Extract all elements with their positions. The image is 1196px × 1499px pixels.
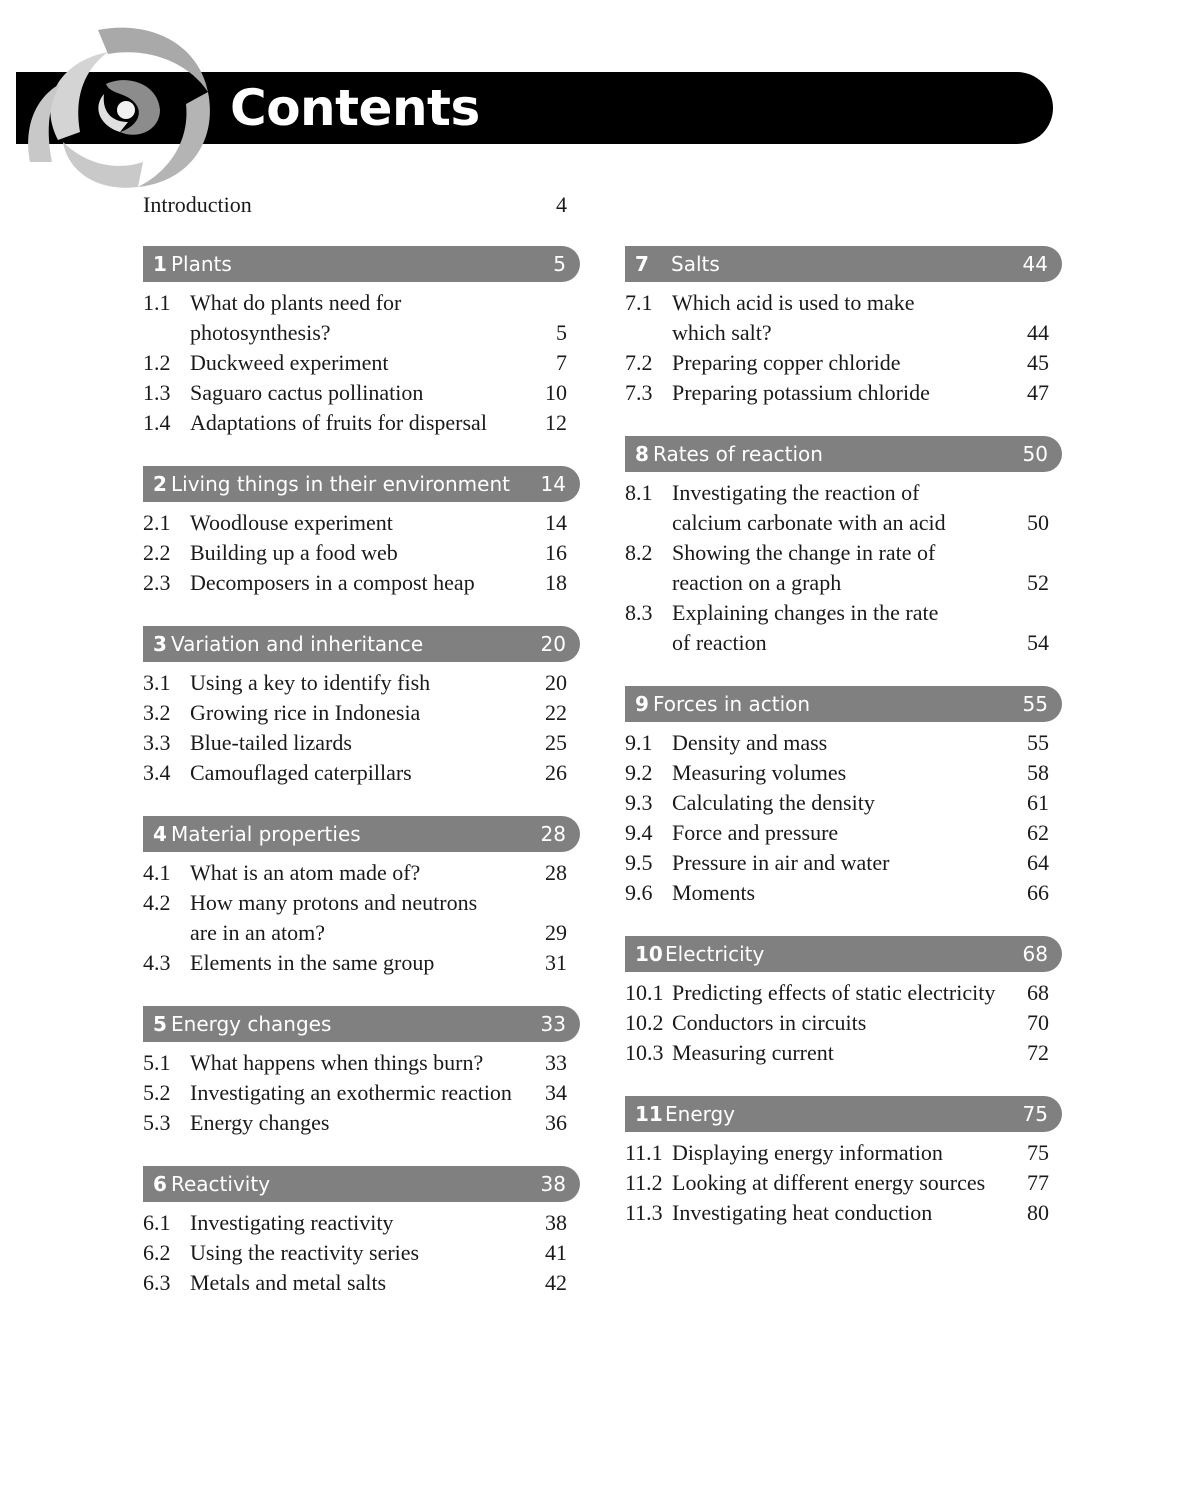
entry-page: 33 [545,1050,567,1075]
toc-entry[interactable] [143,1078,580,1108]
entry-title [190,668,536,698]
chapter-page: 55 [1022,692,1048,716]
entry-title [672,478,1018,538]
entry-title [672,598,1018,658]
entry-number: 8.2 [625,540,653,565]
chapter-number: 1 [153,252,167,276]
entry-number: 5.2 [143,1080,171,1105]
chapter-number: 3 [153,632,167,656]
entry-title-line: Which acid is used to make [672,290,915,315]
swirl-logo-icon [18,22,228,192]
chapter-title: Salts [671,252,720,276]
section-list [143,858,580,978]
entry-number: 6.1 [143,1210,171,1235]
entry-number: 2.3 [143,570,171,595]
entry-number: 9.5 [625,850,653,875]
entry-page: 66 [1027,880,1049,905]
entry-page: 54 [1027,630,1049,655]
entry-title-line: Investigating heat conduction [672,1200,933,1225]
toc-entry[interactable] [625,878,1062,908]
entry-number: 1.2 [143,350,171,375]
chapter-number: 8 [635,442,649,466]
entry-number: 3.1 [143,670,171,695]
toc-entry[interactable] [625,348,1062,378]
entry-number: 9.1 [625,730,653,755]
entry-title-line: Preparing copper chloride [672,350,901,375]
entry-page: 5 [556,320,567,345]
entry-number: 5.1 [143,1050,171,1075]
entry-number: 6.3 [143,1270,171,1295]
toc-entry[interactable] [143,1268,580,1298]
toc-entry[interactable] [143,348,580,378]
entry-title-line: Growing rice in Indonesia [190,700,421,725]
toc-entry[interactable] [625,378,1062,408]
entry-number: 9.3 [625,790,653,815]
entry-page: 29 [545,920,567,945]
chapter-number: 7 [635,252,649,276]
entry-title [672,878,1018,908]
entry-title-line: What do plants need for [190,290,402,315]
entry-title [672,348,1018,378]
entry-title-line: Woodlouse experiment [190,510,393,535]
entry-number: 5.3 [143,1110,171,1135]
toc-intro-row[interactable] [143,190,567,220]
entry-title-line: Blue-tailed lizards [190,730,352,755]
chapter-title: Material properties [171,822,361,846]
toc-entry[interactable] [143,728,580,758]
chapter-header[interactable] [625,686,1062,722]
section-list [143,288,580,438]
entry-title-line: Conductors in circuits [672,1010,867,1035]
entry-title-line: are in an atom? [190,920,325,945]
chapter-header[interactable] [143,1166,580,1202]
entry-page: 38 [545,1210,567,1235]
entry-title [190,288,536,348]
chapter-header[interactable] [143,1006,580,1042]
toc-entry[interactable] [625,478,1062,538]
entry-page: 50 [1027,510,1049,535]
entry-title-line: What happens when things burn? [190,1050,484,1075]
toc-entry[interactable] [625,1138,1062,1168]
entry-title [190,728,536,758]
entry-title [672,1138,1018,1168]
entry-title-line: Force and pressure [672,820,839,845]
entry-page: 42 [545,1270,567,1295]
chapter-page: 38 [540,1172,566,1196]
entry-number: 10.2 [625,1010,664,1035]
chapter-page: 50 [1022,442,1048,466]
entry-page: 72 [1027,1040,1049,1065]
chapter-number: 9 [635,692,649,716]
entry-title-line: Measuring volumes [672,760,847,785]
toc-entry[interactable] [625,1198,1062,1228]
entry-number: 4.2 [143,890,171,915]
chapter-title: Reactivity [171,1172,271,1196]
chapter-header[interactable] [625,436,1062,472]
toc-entry[interactable] [625,598,1062,658]
entry-number: 2.2 [143,540,171,565]
chapter-title: Energy changes [171,1012,332,1036]
section-list [625,478,1062,658]
toc-entry[interactable] [143,1208,580,1238]
entry-number: 11.2 [625,1170,663,1195]
entry-page: 55 [1027,730,1049,755]
entry-title-line: Preparing potassium chloride [672,380,930,405]
entry-page: 25 [545,730,567,755]
chapter-title: Variation and inheritance [171,632,424,656]
entry-title-line: Building up a food web [190,540,398,565]
entry-title-line: Showing the change in rate of [672,540,936,565]
entry-title-line: Camouflaged caterpillars [190,760,412,785]
chapter-section [143,1166,580,1298]
entry-number: 3.4 [143,760,171,785]
chapter-header[interactable] [625,246,1062,282]
entry-title [190,378,536,408]
toc-entry[interactable] [625,758,1062,788]
toc-entry[interactable] [625,728,1062,758]
entry-title [672,538,1018,598]
toc-entry[interactable] [625,288,1062,348]
entry-number: 9.4 [625,820,653,845]
entry-number: 6.2 [143,1240,171,1265]
entry-title-line: Energy changes [190,1110,330,1135]
entry-title [190,1108,536,1138]
chapter-title: Electricity [665,942,765,966]
entry-title [190,698,536,728]
chapter-header[interactable] [143,816,580,852]
entry-title [190,1268,536,1298]
entry-page: 26 [545,760,567,785]
chapter-title: Plants [171,252,232,276]
entry-number: 1.1 [143,290,171,315]
intro-page: 4 [556,192,567,217]
entry-number: 8.3 [625,600,653,625]
chapter-header[interactable] [143,626,580,662]
section-list [143,1048,580,1138]
entry-number: 9.2 [625,760,653,785]
section-list [625,978,1062,1068]
entry-page: 61 [1027,790,1049,815]
entry-title [190,408,536,438]
chapter-title: Energy [665,1102,736,1126]
section-list [625,728,1062,908]
chapter-title: Living things in their environment [171,472,510,496]
entry-number: 3.3 [143,730,171,755]
entry-title [672,1038,1018,1068]
entry-page: 10 [545,380,567,405]
entry-title [672,1198,1018,1228]
chapter-page: 44 [1022,252,1048,276]
chapter-section [143,466,580,598]
entry-title [190,538,536,568]
chapter-section [625,936,1062,1068]
toc-entry[interactable] [625,978,1062,1008]
entry-page: 62 [1027,820,1049,845]
chapter-header[interactable] [143,466,580,502]
section-list [143,668,580,788]
chapter-number: 11 [635,1102,663,1126]
chapter-section [143,246,580,438]
entry-title-line: Metals and metal salts [190,1270,387,1295]
entry-page: 52 [1027,570,1049,595]
toc-entry[interactable] [143,758,580,788]
entry-title [190,888,536,948]
entry-page: 12 [545,410,567,435]
entry-page: 77 [1027,1170,1049,1195]
toc-entry[interactable] [625,848,1062,878]
chapter-section [143,626,580,788]
entry-title-line: Using a key to identify fish [190,670,431,695]
entry-page: 44 [1027,320,1049,345]
chapter-section [625,686,1062,908]
entry-page: 47 [1027,380,1049,405]
entry-title-line: Displaying energy information [672,1140,943,1165]
entry-title [190,1208,536,1238]
chapter-section [625,436,1062,658]
chapter-number: 5 [153,1012,167,1036]
toc-entry[interactable] [143,948,580,978]
toc-entry[interactable] [625,1008,1062,1038]
entry-page: 80 [1027,1200,1049,1225]
entry-page: 36 [545,1110,567,1135]
chapter-page: 5 [553,252,566,276]
entry-title-line: What is an atom made of? [190,860,421,885]
entry-title-line: calcium carbonate with an acid [672,510,946,535]
entry-number: 4.1 [143,860,171,885]
entry-title [672,818,1018,848]
entry-title [190,1078,536,1108]
toc-column-left [143,246,580,1326]
entry-title-line: Adaptations of fruits for dispersal [190,410,487,435]
entry-title-line: Measuring current [672,1040,834,1065]
entry-page: 41 [545,1240,567,1265]
entry-number: 7.1 [625,290,653,315]
chapter-page: 14 [540,472,566,496]
chapter-page: 33 [540,1012,566,1036]
chapter-number: 6 [153,1172,167,1196]
entry-page: 45 [1027,350,1049,375]
entry-page: 7 [556,350,567,375]
chapter-header[interactable] [625,1096,1062,1132]
toc-entry[interactable] [625,1168,1062,1198]
entry-title [190,1048,536,1078]
chapter-page: 20 [540,632,566,656]
toc-entry[interactable] [143,1108,580,1138]
entry-title-line: Duckweed experiment [190,350,389,375]
entry-number: 1.3 [143,380,171,405]
entry-title-line: of reaction [672,630,767,655]
entry-page: 14 [545,510,567,535]
toc-entry[interactable] [625,538,1062,598]
toc-entry[interactable] [143,288,580,348]
entry-number: 10.3 [625,1040,664,1065]
entry-page: 22 [545,700,567,725]
chapter-page: 75 [1022,1102,1048,1126]
toc-entry[interactable] [143,1238,580,1268]
entry-title [190,948,536,978]
chapter-title: Rates of reaction [653,442,823,466]
entry-title-line: Density and mass [672,730,828,755]
entry-number: 8.1 [625,480,653,505]
entry-page: 68 [1027,980,1049,1005]
entry-title-line: Using the reactivity series [190,1240,420,1265]
chapter-page: 28 [540,822,566,846]
toc-entry[interactable] [625,788,1062,818]
toc-entry[interactable] [143,568,580,598]
entry-title-line: reaction on a graph [672,570,842,595]
entry-number: 3.2 [143,700,171,725]
entry-title [672,788,1018,818]
entry-title-line: Investigating reactivity [190,1210,394,1235]
entry-title-line: Elements in the same group [190,950,435,975]
toc-entry[interactable] [143,888,580,948]
entry-title-line: Calculating the density [672,790,875,815]
toc-entry[interactable] [143,668,580,698]
section-list [625,1138,1062,1228]
entry-number: 7.3 [625,380,653,405]
entry-title-line: How many protons and neutrons [190,890,478,915]
chapter-number: 4 [153,822,167,846]
entry-title [190,758,536,788]
entry-page: 20 [545,670,567,695]
toc-entry[interactable] [143,1048,580,1078]
entry-page: 58 [1027,760,1049,785]
entry-title [190,1238,536,1268]
entry-number: 11.3 [625,1200,663,1225]
entry-title-line: Moments [672,880,756,905]
entry-number: 2.1 [143,510,171,535]
entry-page: 75 [1027,1140,1049,1165]
entry-title-line: Pressure in air and water [672,850,890,875]
entry-number: 9.6 [625,880,653,905]
toc-entry[interactable] [625,818,1062,848]
entry-title [672,378,1018,408]
entry-title [672,978,1018,1008]
entry-title [672,288,1018,348]
toc-column-right [625,246,1062,1256]
entry-page: 31 [545,950,567,975]
entry-title-line: Investigating the reaction of [672,480,920,505]
toc-entry[interactable] [143,408,580,438]
entry-title [672,1168,1018,1198]
entry-title [672,1008,1018,1038]
entry-title [672,758,1018,788]
entry-page: 64 [1027,850,1049,875]
entry-number: 11.1 [625,1140,663,1165]
toc-entry[interactable] [143,378,580,408]
entry-page: 34 [545,1080,567,1105]
entry-number: 7.2 [625,350,653,375]
section-list [143,1208,580,1298]
intro-label: Introduction [143,192,252,217]
entry-title-line: Decomposers in a compost heap [190,570,475,595]
entry-page: 18 [545,570,567,595]
section-list [625,288,1062,408]
chapter-number: 2 [153,472,167,496]
page-title: Contents [230,79,480,137]
entry-number: 4.3 [143,950,171,975]
entry-title [672,848,1018,878]
chapter-section [143,1006,580,1138]
toc-entry[interactable] [625,1038,1062,1068]
chapter-number: 10 [635,942,663,966]
chapter-page: 68 [1022,942,1048,966]
entry-title [672,728,1018,758]
entry-title [190,858,536,888]
entry-page: 28 [545,860,567,885]
entry-title-line: which salt? [672,320,772,345]
entry-title [190,568,536,598]
entry-title-line: Looking at different energy sources [672,1170,986,1195]
chapter-header[interactable] [625,936,1062,972]
section-list [143,508,580,598]
chapter-section [625,246,1062,408]
entry-title-line: photosynthesis? [190,320,331,345]
entry-number: 10.1 [625,980,664,1005]
entry-title [190,508,536,538]
chapter-header[interactable] [143,246,580,282]
entry-title-line: Saguaro cactus pollination [190,380,424,405]
entry-title-line: Predicting effects of static electricity [672,980,996,1005]
entry-title [190,348,536,378]
toc-entry[interactable] [143,508,580,538]
entry-number: 1.4 [143,410,171,435]
entry-title-line: Explaining changes in the rate [672,600,939,625]
chapter-section [143,816,580,978]
chapter-title: Forces in action [653,692,811,716]
chapter-section [625,1096,1062,1228]
toc-entry[interactable] [143,538,580,568]
entry-page: 16 [545,540,567,565]
toc-entry[interactable] [143,698,580,728]
entry-title-line: Investigating an exothermic reaction [190,1080,512,1105]
toc-entry[interactable] [143,858,580,888]
entry-page: 70 [1027,1010,1049,1035]
